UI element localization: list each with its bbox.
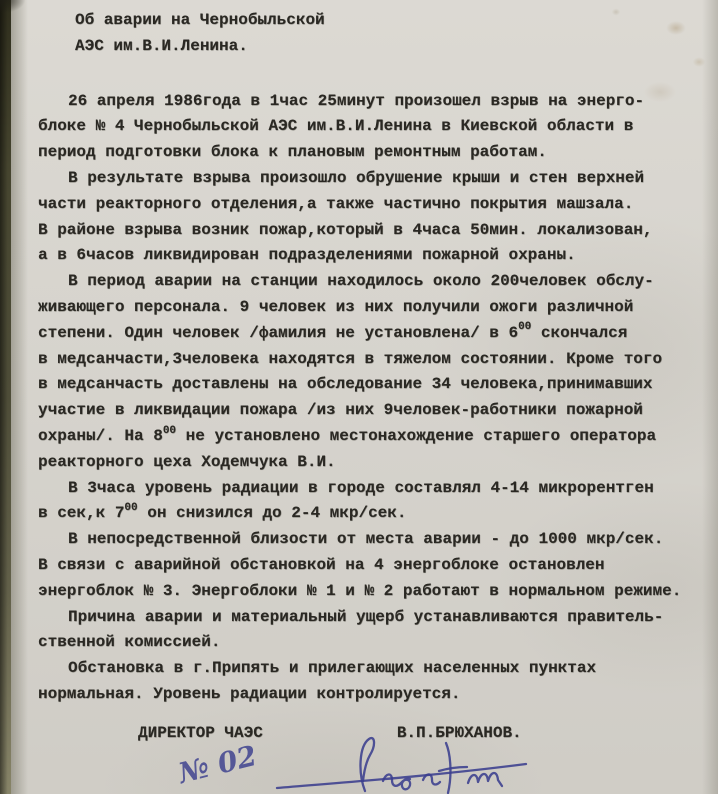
text-line [38,579,704,605]
text-line [38,347,704,373]
text-segment: В период аварии на станции находилось около 200человек обслу- [68,272,654,291]
text-segment: он снизился до 2-4 мкр/сек. [137,504,407,523]
text-segment: части реакторного отделения,а также частично покрытия машзала. [38,194,634,213]
text-line [38,605,704,631]
signoff-role: ДИРЕКТОР ЧАЭС [138,723,263,742]
binding-shadow [11,0,28,794]
document-text [38,8,704,746]
text-line [38,398,704,424]
text-segment: энергоблок № 3. Энергоблоки № 1 и № 2 работают в нормальном режиме. [38,581,682,600]
text-segment: ственной комиссией. [38,633,221,652]
corner-smudge [0,0,34,18]
document-title [75,8,704,60]
text-segment: в медсанчасти,3человека находятся в тяжелом состоянии. Кроме того [38,349,663,368]
text-line [38,166,704,192]
text-segment: реакторного цеха Ходемчука В.И. [38,452,336,471]
binding-edge [0,0,11,794]
document-body [38,89,704,708]
text-line [38,527,704,553]
paragraph [38,476,704,528]
text-line [38,295,704,321]
text-segment: степени. Один человек /фамилия не установлена/ в 6 [38,323,519,342]
text-segment: В связи с аварийной обстановкой на 4 энергоблоке остановлен [38,555,605,574]
paragraph [38,605,704,657]
text-line [38,269,704,295]
paragraph [38,269,704,475]
text-line [38,682,704,708]
superscript-minutes: 00 [124,502,138,515]
text-line [38,114,704,140]
text-segment: живающего персонала. 9 человек из них получили ожоги различной [38,297,634,316]
text-segment: участие в ликвидации пожара /из них 9человек-работники пожарной [38,401,643,420]
paragraph [38,527,704,604]
text-line [38,656,704,682]
text-line [38,372,704,398]
text-segment: 26 апреля 1986года в 1час 25минут произошел взрыв на энерго- [68,91,645,110]
text-line [38,501,704,527]
text-line [38,630,704,656]
text-line [38,321,704,347]
paragraph [38,656,704,708]
text-segment: Обстановка в г.Припять и прилегающих населенных пунктах [68,659,597,678]
handwritten-number: № 02 [175,738,260,791]
text-line [38,424,704,450]
text-segment: охраны/. На 8 [38,426,163,445]
text-segment: в медсанчасть доставлены на обследование 34 человека,принимавших [38,375,653,394]
text-line [38,553,704,579]
text-line [38,192,704,218]
text-segment: В районе взрыва возник пожар,который в 4часа 50мин. локализован, [38,220,653,239]
text-segment: В непосредственной близости от места аварии - до 1000 мкр/сек. [68,530,664,549]
text-line [38,218,704,244]
text-segment: нормальная. Уровень радиации контролируется. [38,684,461,703]
text-segment: Причина аварии и материальный ущерб устанавливаются правитель- [68,607,664,626]
text-line [38,140,704,166]
text-segment: В 3часа уровень радиации в городе составлял 4-14 микрорентген [68,478,654,497]
title-line: АЭС им.В.И.Ленина. [75,36,248,55]
title-line: Об аварии на Чернобыльской [75,11,325,29]
signoff-name: В.П.БРЮХАНОВ. [396,723,522,742]
bryukhanov-signature-icon [263,731,541,794]
text-line [38,476,704,502]
text-line [38,89,704,115]
text-segment: скончался [531,323,628,342]
text-segment: В результате взрыва произошло обрушение крыши и стен верхней [68,168,645,187]
superscript-minutes: 00 [518,321,532,334]
text-line [38,450,704,476]
text-segment: блоке № 4 Чернобыльской АЭС им.В.И.Ленина в Киевской области в [38,117,634,136]
text-segment: период подготовки блока к плановым ремонтным работам. [38,143,547,162]
text-segment: а в 6часов ликвидирован подразделениями пожарной охраны. [38,246,576,265]
text-segment: в сек,к 7 [38,504,125,523]
paragraph [38,166,704,269]
paragraph [38,89,704,166]
superscript-minutes: 00 [162,424,177,437]
text-line [38,243,704,269]
text-segment: не установлено местонахождение старшего оператора [176,426,657,445]
